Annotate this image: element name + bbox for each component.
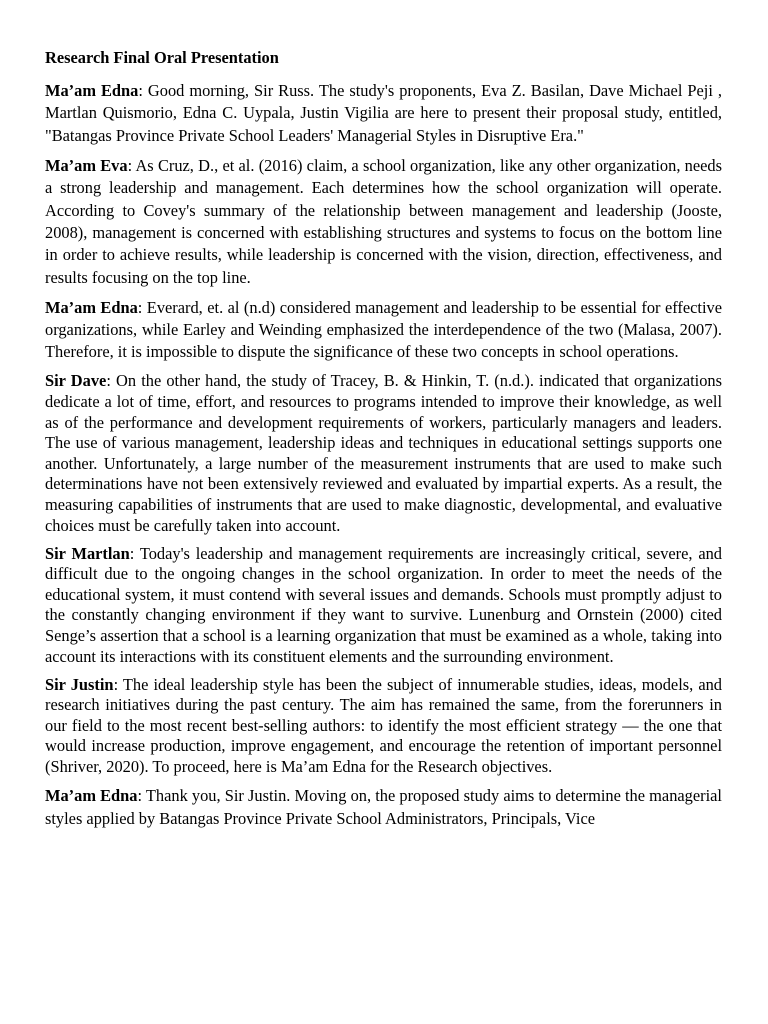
paragraph-5 xyxy=(45,544,722,668)
paragraph-text: : Today's leadership and management requirements are increasingly critical, severe, and difficult due to the ongoing changes in the school organization. In order to meet the needs of the educational system, it must contend with several issues and demands. Schools must promptly adjust to the constantly changing environment if they want to survive. Lunenburg and Ornstein (2000) cited Senge’s assertion that a school is a learning organization that must be examined as a whole, taking into account its interactions with its constituent elements and the surrounding environment. xyxy=(45,543,722,666)
paragraph-text: : Thank you, Sir Justin. Moving on, the proposed study aims to determine the managerial styles applied by Batangas Province Private School Administrators, Principals, Vice xyxy=(45,786,722,828)
speaker-name: Sir Dave xyxy=(45,371,107,391)
paragraph-text: : On the other hand, the study of Tracey, B. & Hinkin, T. (n.d.). indicated that organizations dedicate a lot of time, effort, and resources to programs intended to improve their knowledge, as well as of the performance and development requirements of workers, particularly managers and leaders. The use of various management, leadership ideas and techniques in educational settings supports one another. Unfortunately, a large number of the measurement instruments that are used to make such determinations have not been extensively reviewed and evaluated by impartial experts. As a result, the measuring capabilities of instruments that are used to make diagnostic, developmental, and evaluative choices must be carefully taken into account. xyxy=(45,371,723,535)
paragraph-6 xyxy=(45,675,722,778)
speaker-name: Sir Justin xyxy=(45,674,114,694)
paragraph-2 xyxy=(45,155,722,289)
paragraph-7 xyxy=(45,785,722,830)
speaker-name: Ma’am Edna xyxy=(45,786,138,806)
speaker-name: Ma’am Edna xyxy=(45,297,138,317)
speaker-name: Ma’am Eva xyxy=(45,155,128,175)
paragraph-text: : Good morning, Sir Russ. The study's proponents, Eva Z. Basilan, Dave Michael Peji , Martlan Quismorio, Edna C. Uypala, Justin Vigilia are here to present their proposal study, entitled, "Batangas Province Private School Leaders' Managerial Styles in Disruptive Era." xyxy=(45,81,722,145)
speaker-name: Sir Martlan xyxy=(45,543,130,563)
speaker-name: Ma’am Edna xyxy=(45,81,139,100)
document-title: Research Final Oral Presentation xyxy=(45,48,279,67)
paragraph-3 xyxy=(45,297,722,364)
paragraph-1 xyxy=(45,80,722,147)
paragraph-text: : As Cruz, D., et al. (2016) claim, a school organization, like any other organization, needs a strong leadership and management. Each determines how the school organization will operate. According to Covey's summary of the relationship between management and leadership (Jooste, 2008), management is concerned with establishing structures and systems to focus on the bottom line in order to achieve results, while leadership is concerned with the vision, direction, effectiveness, and results focusing on the top line. xyxy=(45,155,722,287)
paragraph-text: : Everard, et. al (n.d) considered management and leadership to be essential for effective organizations, while Earley and Weinding emphasized the interdependence of the two (Malasa, 2007). Therefore, it is impossible to dispute the significance of these two concepts in school operations. xyxy=(45,297,722,362)
paragraph-text: : The ideal leadership style has been the subject of innumerable studies, ideas, models, and research initiatives during the past century. The aim has remained the same, from the forerunners in our field to the most recent best-selling authors: to identify the most efficient strategy — the one that would increase production, improve engagement, and encourage the retention of important personnel (Shriver, 2020). To proceed, here is Ma’am Edna for the Research objectives. xyxy=(45,674,722,777)
document-page xyxy=(45,46,722,837)
paragraph-4 xyxy=(45,371,722,536)
